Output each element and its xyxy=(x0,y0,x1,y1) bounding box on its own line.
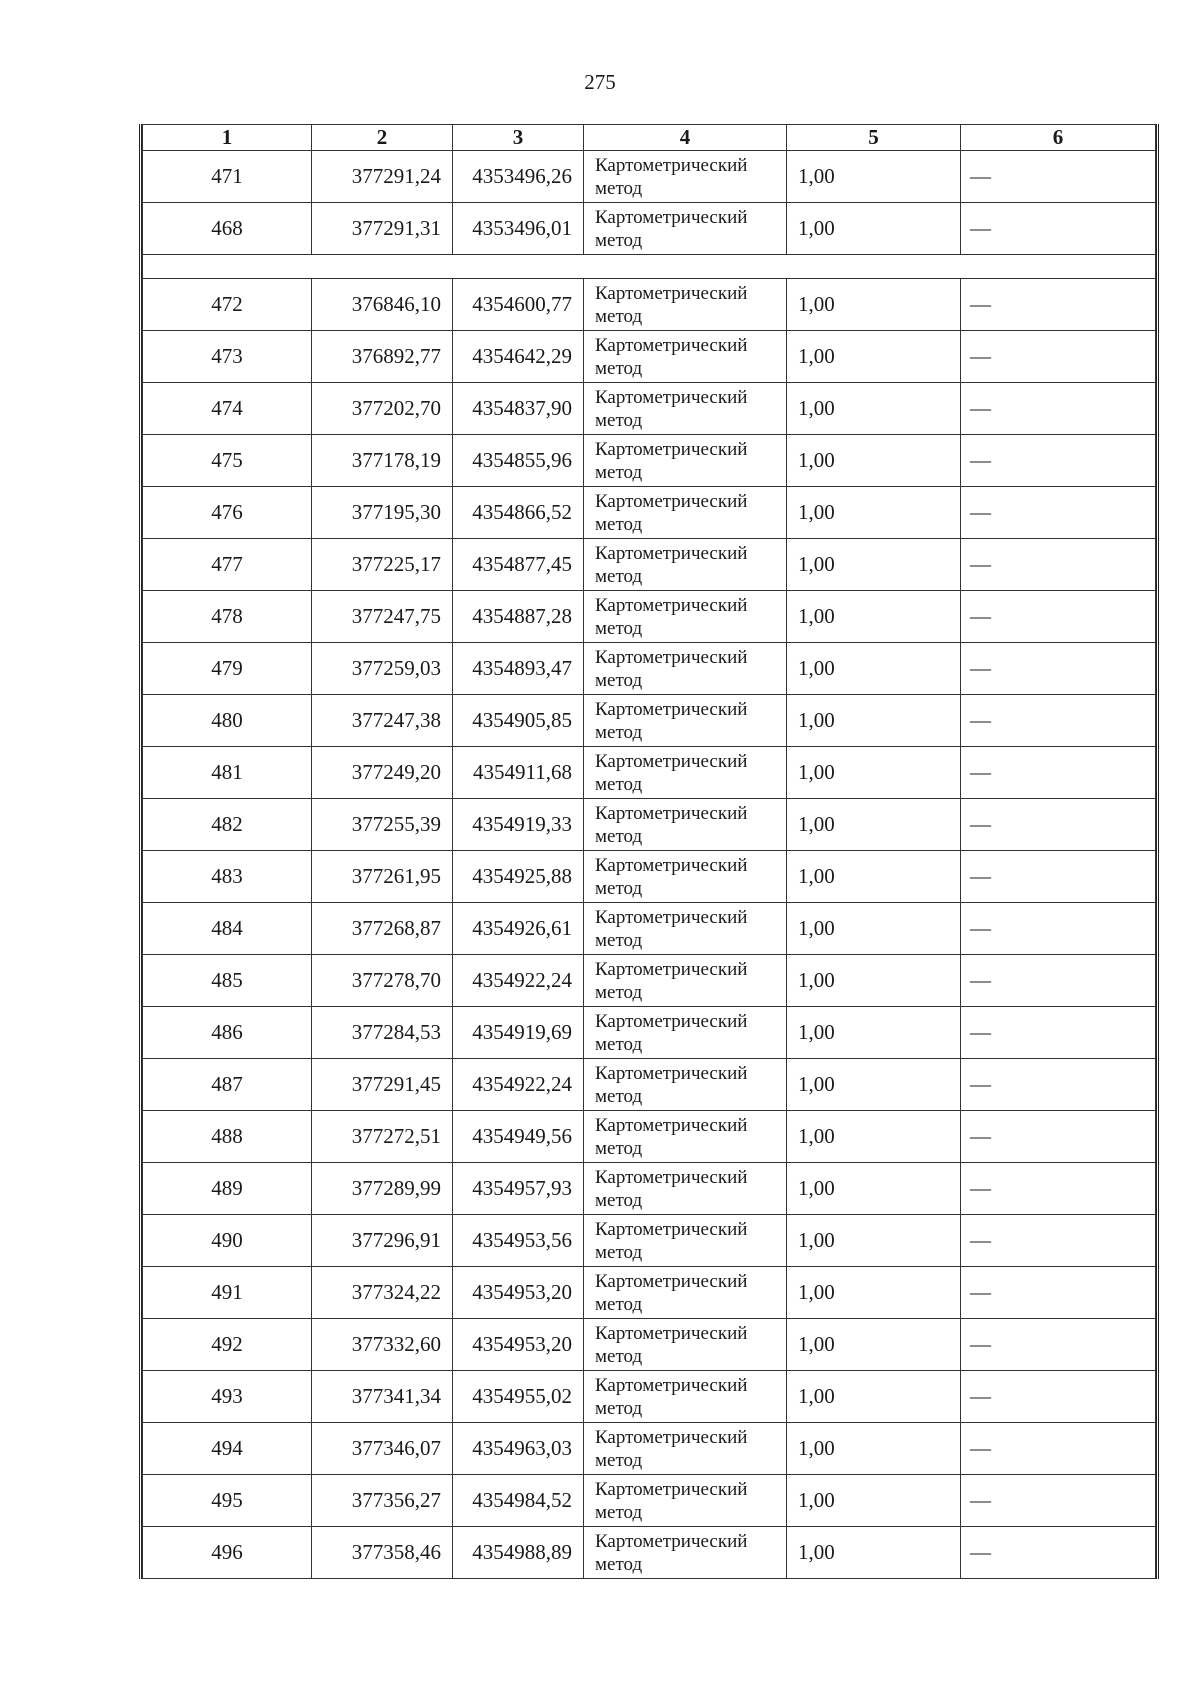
point-number-cell: 493 xyxy=(143,1371,312,1423)
y-coordinate-cell: 4354957,93 xyxy=(453,1163,584,1215)
x-coordinate-cell: 377272,51 xyxy=(312,1111,453,1163)
note-cell: — xyxy=(961,1475,1156,1527)
table-row xyxy=(143,695,1156,747)
point-number-cell: 479 xyxy=(143,643,312,695)
note-cell: — xyxy=(961,799,1156,851)
point-number-cell: 478 xyxy=(143,591,312,643)
note-cell: — xyxy=(961,1007,1156,1059)
column-header-2: 2 xyxy=(312,125,453,151)
method-cell xyxy=(584,279,787,331)
method-line-2: метод xyxy=(595,877,643,899)
separator-row xyxy=(143,255,1156,279)
y-coordinate-cell: 4354926,61 xyxy=(453,903,584,955)
accuracy-cell: 1,00 xyxy=(787,279,961,331)
method-cell xyxy=(584,1111,787,1163)
table-row xyxy=(143,279,1156,331)
method-line-1: Картометрический xyxy=(595,646,748,668)
x-coordinate-cell: 377346,07 xyxy=(312,1423,453,1475)
y-coordinate-cell: 4354905,85 xyxy=(453,695,584,747)
table-row xyxy=(143,1007,1156,1059)
coordinates-table xyxy=(142,124,1156,1579)
method-line-1: Картометрический xyxy=(595,386,748,408)
table-row xyxy=(143,903,1156,955)
accuracy-cell: 1,00 xyxy=(787,1163,961,1215)
point-number-cell: 468 xyxy=(143,203,312,255)
y-coordinate-cell: 4354600,77 xyxy=(453,279,584,331)
accuracy-cell: 1,00 xyxy=(787,955,961,1007)
y-coordinate-cell: 4354911,68 xyxy=(453,747,584,799)
method-line-1: Картометрический xyxy=(595,802,748,824)
method-line-1: Картометрический xyxy=(595,334,748,356)
method-line-2: метод xyxy=(595,1293,643,1315)
separator-cell xyxy=(143,255,1156,279)
y-coordinate-cell: 4354893,47 xyxy=(453,643,584,695)
method-cell xyxy=(584,1527,787,1579)
table-row xyxy=(143,1267,1156,1319)
table-header-row xyxy=(143,125,1156,151)
accuracy-cell: 1,00 xyxy=(787,851,961,903)
method-cell xyxy=(584,1163,787,1215)
accuracy-cell: 1,00 xyxy=(787,383,961,435)
table-row xyxy=(143,331,1156,383)
y-coordinate-cell: 4353496,01 xyxy=(453,203,584,255)
method-cell xyxy=(584,1475,787,1527)
table-row xyxy=(143,487,1156,539)
method-cell xyxy=(584,1371,787,1423)
point-number-cell: 472 xyxy=(143,279,312,331)
point-number-cell: 488 xyxy=(143,1111,312,1163)
method-line-1: Картометрический xyxy=(595,1010,748,1032)
method-line-2: метод xyxy=(595,825,643,847)
x-coordinate-cell: 377247,75 xyxy=(312,591,453,643)
column-header-4: 4 xyxy=(584,125,787,151)
method-line-1: Картометрический xyxy=(595,206,748,228)
note-cell: — xyxy=(961,955,1156,1007)
method-line-1: Картометрический xyxy=(595,154,748,176)
x-coordinate-cell: 377291,24 xyxy=(312,151,453,203)
method-line-1: Картометрический xyxy=(595,594,748,616)
table-row xyxy=(143,1423,1156,1475)
x-coordinate-cell: 376892,77 xyxy=(312,331,453,383)
y-coordinate-cell: 4354988,89 xyxy=(453,1527,584,1579)
accuracy-cell: 1,00 xyxy=(787,1267,961,1319)
accuracy-cell: 1,00 xyxy=(787,1371,961,1423)
note-cell: — xyxy=(961,643,1156,695)
method-cell xyxy=(584,643,787,695)
method-line-2: метод xyxy=(595,1085,643,1107)
method-cell xyxy=(584,955,787,1007)
method-line-1: Картометрический xyxy=(595,1062,748,1084)
method-line-1: Картометрический xyxy=(595,1114,748,1136)
method-line-1: Картометрический xyxy=(595,1322,748,1344)
note-cell: — xyxy=(961,591,1156,643)
accuracy-cell: 1,00 xyxy=(787,539,961,591)
coordinates-table-frame xyxy=(139,124,1159,1579)
table-row xyxy=(143,1111,1156,1163)
table-row xyxy=(143,799,1156,851)
x-coordinate-cell: 377255,39 xyxy=(312,799,453,851)
x-coordinate-cell: 377202,70 xyxy=(312,383,453,435)
x-coordinate-cell: 377268,87 xyxy=(312,903,453,955)
table-row xyxy=(143,1475,1156,1527)
table-row xyxy=(143,643,1156,695)
y-coordinate-cell: 4354855,96 xyxy=(453,435,584,487)
column-header-3: 3 xyxy=(453,125,584,151)
x-coordinate-cell: 377358,46 xyxy=(312,1527,453,1579)
accuracy-cell: 1,00 xyxy=(787,331,961,383)
y-coordinate-cell: 4354837,90 xyxy=(453,383,584,435)
accuracy-cell: 1,00 xyxy=(787,591,961,643)
y-coordinate-cell: 4354922,24 xyxy=(453,1059,584,1111)
note-cell: — xyxy=(961,435,1156,487)
point-number-cell: 481 xyxy=(143,747,312,799)
accuracy-cell: 1,00 xyxy=(787,1423,961,1475)
method-cell xyxy=(584,1267,787,1319)
table-row xyxy=(143,1371,1156,1423)
method-line-2: метод xyxy=(595,669,643,691)
table-row xyxy=(143,955,1156,1007)
table-row xyxy=(143,747,1156,799)
y-coordinate-cell: 4354953,56 xyxy=(453,1215,584,1267)
point-number-cell: 480 xyxy=(143,695,312,747)
y-coordinate-cell: 4354984,52 xyxy=(453,1475,584,1527)
method-line-1: Картометрический xyxy=(595,1218,748,1240)
point-number-cell: 483 xyxy=(143,851,312,903)
y-coordinate-cell: 4354919,33 xyxy=(453,799,584,851)
table-row xyxy=(143,1059,1156,1111)
y-coordinate-cell: 4353496,26 xyxy=(453,151,584,203)
accuracy-cell: 1,00 xyxy=(787,1215,961,1267)
x-coordinate-cell: 376846,10 xyxy=(312,279,453,331)
x-coordinate-cell: 377296,91 xyxy=(312,1215,453,1267)
method-cell xyxy=(584,695,787,747)
table-row xyxy=(143,1215,1156,1267)
x-coordinate-cell: 377356,27 xyxy=(312,1475,453,1527)
table-row xyxy=(143,539,1156,591)
method-line-2: метод xyxy=(595,617,643,639)
y-coordinate-cell: 4354866,52 xyxy=(453,487,584,539)
method-line-1: Картометрический xyxy=(595,1374,748,1396)
note-cell: — xyxy=(961,279,1156,331)
note-cell: — xyxy=(961,1527,1156,1579)
accuracy-cell: 1,00 xyxy=(787,1527,961,1579)
table-row xyxy=(143,151,1156,203)
note-cell: — xyxy=(961,331,1156,383)
x-coordinate-cell: 377332,60 xyxy=(312,1319,453,1371)
method-cell xyxy=(584,1007,787,1059)
note-cell: — xyxy=(961,903,1156,955)
table-row xyxy=(143,203,1156,255)
table-row xyxy=(143,1527,1156,1579)
method-cell xyxy=(584,1319,787,1371)
accuracy-cell: 1,00 xyxy=(787,435,961,487)
note-cell: — xyxy=(961,1371,1156,1423)
note-cell: — xyxy=(961,851,1156,903)
note-cell: — xyxy=(961,1059,1156,1111)
method-line-1: Картометрический xyxy=(595,958,748,980)
point-number-cell: 490 xyxy=(143,1215,312,1267)
method-line-2: метод xyxy=(595,721,643,743)
method-line-2: метод xyxy=(595,1501,643,1523)
y-coordinate-cell: 4354877,45 xyxy=(453,539,584,591)
method-cell xyxy=(584,591,787,643)
column-header-1: 1 xyxy=(143,125,312,151)
x-coordinate-cell: 377341,34 xyxy=(312,1371,453,1423)
x-coordinate-cell: 377289,99 xyxy=(312,1163,453,1215)
accuracy-cell: 1,00 xyxy=(787,203,961,255)
point-number-cell: 487 xyxy=(143,1059,312,1111)
table-row xyxy=(143,1163,1156,1215)
method-cell xyxy=(584,331,787,383)
method-cell xyxy=(584,903,787,955)
method-cell xyxy=(584,487,787,539)
method-line-2: метод xyxy=(595,1241,643,1263)
method-cell xyxy=(584,383,787,435)
point-number-cell: 476 xyxy=(143,487,312,539)
accuracy-cell: 1,00 xyxy=(787,1007,961,1059)
column-header-5: 5 xyxy=(787,125,961,151)
method-line-1: Картометрический xyxy=(595,698,748,720)
accuracy-cell: 1,00 xyxy=(787,643,961,695)
point-number-cell: 475 xyxy=(143,435,312,487)
method-line-2: метод xyxy=(595,1033,643,1055)
method-cell xyxy=(584,539,787,591)
page-number: 275 xyxy=(584,70,616,94)
method-line-2: метод xyxy=(595,461,643,483)
method-line-1: Картометрический xyxy=(595,490,748,512)
accuracy-cell: 1,00 xyxy=(787,151,961,203)
x-coordinate-cell: 377284,53 xyxy=(312,1007,453,1059)
method-cell xyxy=(584,851,787,903)
y-coordinate-cell: 4354963,03 xyxy=(453,1423,584,1475)
point-number-cell: 484 xyxy=(143,903,312,955)
point-number-cell: 491 xyxy=(143,1267,312,1319)
method-line-2: метод xyxy=(595,773,643,795)
method-line-1: Картометрический xyxy=(595,1478,748,1500)
note-cell: — xyxy=(961,1423,1156,1475)
method-cell xyxy=(584,1423,787,1475)
method-line-2: метод xyxy=(595,1449,643,1471)
x-coordinate-cell: 377195,30 xyxy=(312,487,453,539)
method-line-1: Картометрический xyxy=(595,1166,748,1188)
y-coordinate-cell: 4354642,29 xyxy=(453,331,584,383)
method-line-1: Картометрический xyxy=(595,906,748,928)
note-cell: — xyxy=(961,695,1156,747)
method-cell xyxy=(584,747,787,799)
method-line-2: метод xyxy=(595,1553,643,1575)
method-cell xyxy=(584,435,787,487)
method-line-1: Картометрический xyxy=(595,1426,748,1448)
x-coordinate-cell: 377291,31 xyxy=(312,203,453,255)
method-line-1: Картометрический xyxy=(595,542,748,564)
note-cell: — xyxy=(961,1215,1156,1267)
note-cell: — xyxy=(961,1319,1156,1371)
table-row xyxy=(143,591,1156,643)
table-row xyxy=(143,1319,1156,1371)
y-coordinate-cell: 4354955,02 xyxy=(453,1371,584,1423)
x-coordinate-cell: 377249,20 xyxy=(312,747,453,799)
note-cell: — xyxy=(961,1163,1156,1215)
method-line-2: метод xyxy=(595,565,643,587)
note-cell: — xyxy=(961,1111,1156,1163)
method-line-2: метод xyxy=(595,1137,643,1159)
method-line-2: метод xyxy=(595,409,643,431)
accuracy-cell: 1,00 xyxy=(787,1059,961,1111)
accuracy-cell: 1,00 xyxy=(787,1111,961,1163)
table-row xyxy=(143,435,1156,487)
table-row xyxy=(143,851,1156,903)
x-coordinate-cell: 377259,03 xyxy=(312,643,453,695)
method-line-2: метод xyxy=(595,1397,643,1419)
note-cell: — xyxy=(961,1267,1156,1319)
method-line-1: Картометрический xyxy=(595,282,748,304)
method-cell xyxy=(584,1059,787,1111)
note-cell: — xyxy=(961,203,1156,255)
method-line-2: метод xyxy=(595,1345,643,1367)
accuracy-cell: 1,00 xyxy=(787,695,961,747)
point-number-cell: 494 xyxy=(143,1423,312,1475)
note-cell: — xyxy=(961,539,1156,591)
point-number-cell: 482 xyxy=(143,799,312,851)
y-coordinate-cell: 4354925,88 xyxy=(453,851,584,903)
x-coordinate-cell: 377247,38 xyxy=(312,695,453,747)
point-number-cell: 489 xyxy=(143,1163,312,1215)
y-coordinate-cell: 4354887,28 xyxy=(453,591,584,643)
point-number-cell: 471 xyxy=(143,151,312,203)
method-cell xyxy=(584,203,787,255)
point-number-cell: 485 xyxy=(143,955,312,1007)
method-cell xyxy=(584,151,787,203)
y-coordinate-cell: 4354919,69 xyxy=(453,1007,584,1059)
method-line-2: метод xyxy=(595,1189,643,1211)
point-number-cell: 477 xyxy=(143,539,312,591)
y-coordinate-cell: 4354949,56 xyxy=(453,1111,584,1163)
note-cell: — xyxy=(961,747,1156,799)
point-number-cell: 486 xyxy=(143,1007,312,1059)
accuracy-cell: 1,00 xyxy=(787,903,961,955)
y-coordinate-cell: 4354953,20 xyxy=(453,1267,584,1319)
x-coordinate-cell: 377324,22 xyxy=(312,1267,453,1319)
method-line-1: Картометрический xyxy=(595,750,748,772)
x-coordinate-cell: 377291,45 xyxy=(312,1059,453,1111)
method-line-1: Картометрический xyxy=(595,1530,748,1552)
method-line-1: Картометрический xyxy=(595,438,748,460)
method-line-1: Картометрический xyxy=(595,1270,748,1292)
point-number-cell: 495 xyxy=(143,1475,312,1527)
method-line-2: метод xyxy=(595,177,643,199)
x-coordinate-cell: 377261,95 xyxy=(312,851,453,903)
accuracy-cell: 1,00 xyxy=(787,747,961,799)
method-cell xyxy=(584,799,787,851)
method-line-2: метод xyxy=(595,981,643,1003)
method-line-2: метод xyxy=(595,305,643,327)
method-line-2: метод xyxy=(595,513,643,535)
method-line-2: метод xyxy=(595,929,643,951)
point-number-cell: 473 xyxy=(143,331,312,383)
method-line-2: метод xyxy=(595,357,643,379)
accuracy-cell: 1,00 xyxy=(787,487,961,539)
y-coordinate-cell: 4354922,24 xyxy=(453,955,584,1007)
point-number-cell: 496 xyxy=(143,1527,312,1579)
x-coordinate-cell: 377278,70 xyxy=(312,955,453,1007)
note-cell: — xyxy=(961,487,1156,539)
note-cell: — xyxy=(961,151,1156,203)
point-number-cell: 474 xyxy=(143,383,312,435)
method-line-1: Картометрический xyxy=(595,854,748,876)
y-coordinate-cell: 4354953,20 xyxy=(453,1319,584,1371)
x-coordinate-cell: 377178,19 xyxy=(312,435,453,487)
table-row xyxy=(143,383,1156,435)
accuracy-cell: 1,00 xyxy=(787,1475,961,1527)
column-header-6: 6 xyxy=(961,125,1156,151)
accuracy-cell: 1,00 xyxy=(787,799,961,851)
point-number-cell: 492 xyxy=(143,1319,312,1371)
accuracy-cell: 1,00 xyxy=(787,1319,961,1371)
x-coordinate-cell: 377225,17 xyxy=(312,539,453,591)
note-cell: — xyxy=(961,383,1156,435)
method-cell xyxy=(584,1215,787,1267)
table-body xyxy=(143,151,1156,1579)
method-line-2: метод xyxy=(595,229,643,251)
